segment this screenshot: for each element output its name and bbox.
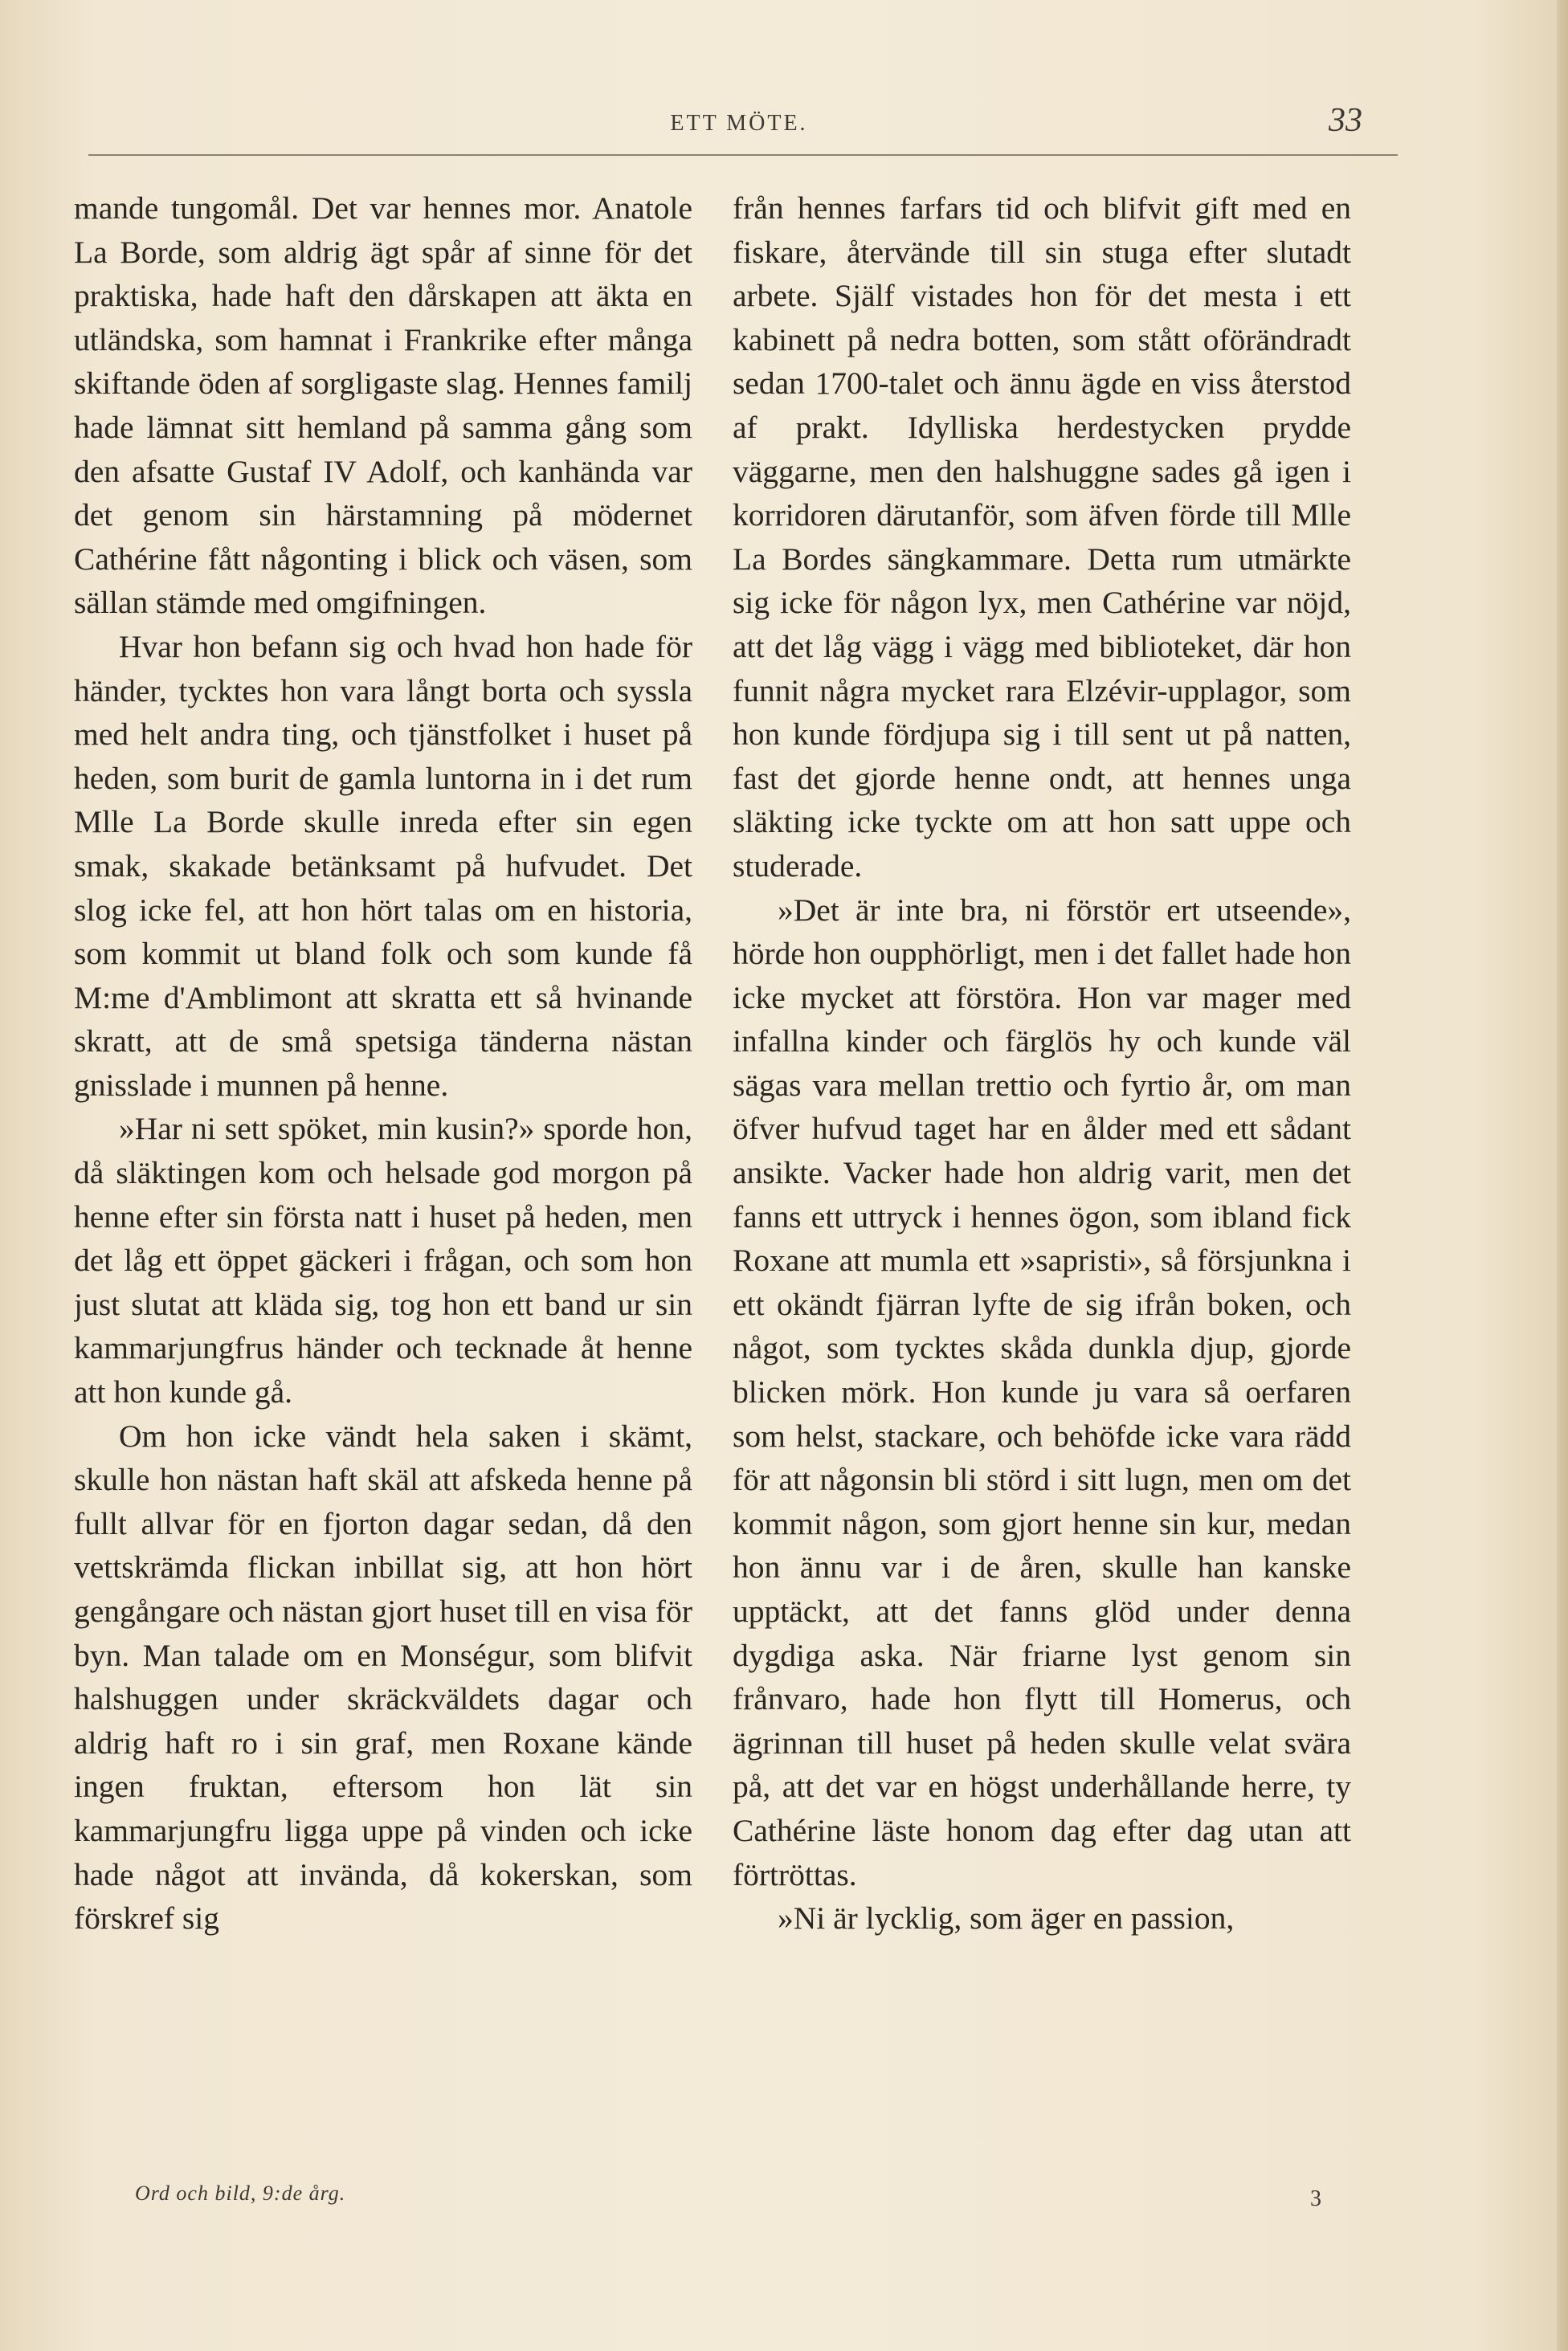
- page-edge: [1557, 0, 1568, 2351]
- header-rule: [88, 154, 1398, 156]
- paragraph: mande tungomål. Det var hennes mor. Anatole La Borde, som aldrig ägt spår af sinne för det praktiska, hade haft den dårskapen att äkta en utländska, som hamnat i Frankrike efter många skiftande öden af sorgligaste slag. Hennes familj hade lämnat sitt hemland på samma gång som den afsatte Gustaf IV Adolf, och kanhända var det genom sin härstamning på mödernet Cathérine fått någonting i blick och väsen, som sällan stämde med omgifningen.: [74, 190, 692, 621]
- paragraph: Om hon icke vändt hela saken i skämt, skulle hon nästan haft skäl att afskeda henne på fullt allvar för en fjorton dagar sedan, då den vettskrämda flickan inbillat sig, att hon hört gengångare och nästan gjort huset till en visa för byn. Man talade om en Monségur, som blifvit halshuggen under skräckväldets dagar och aldrig haft ro i sin graf, men Roxane kände ingen fruktan, eftersom hon lät sin kammarjungfru ligga uppe på vinden och icke hade något att invända, då kokerskan, som förskref sig: [74, 1418, 692, 1937]
- paragraph: »Ni är lycklig, som äger en passion,: [778, 1900, 1235, 1937]
- paragraph: »Har ni sett spöket, min kusin?» sporde hon, då släktingen kom och helsade god morgon på henne efter sin första natt i huset på heden, men det låg ett öppet gäckeri i frågan, och som hon just slutat att kläda sig, tog hon ett band ur sin kammarjungfrus händer och tecknade åt henne att hon kunde gå.: [74, 1111, 692, 1410]
- paragraph: »Det är inte bra, ni förstör ert utseende», hörde hon oupphörligt, men i det fallet hade hon icke mycket att förstöra. Hon var mager med infallna kinder och färglös hy och kunde väl sägas vara mellan trettio och fyrtio år, om man öfver hufvud taget har en ålder med ett sådant ansikte. Vacker hade hon aldrig varit, men det fanns ett uttryck i hennes ögon, som ibland fick Roxane att mumla ett »sapristi», så försjunkna i ett okändt fjärran lyfte de sig ifrån boken, och något, som tycktes skåda dunkla djup, gjorde blicken mörk. Hon kunde ju vara så oerfaren som helst, stackare, och behöfde icke vara rädd för att någonsin bli störd i sitt lugn, men om det kommit någon, som gjort henne sin kur, medan hon ännu var i de åren, skulle han kanske upptäckt, att det fanns glöd under denna dygdiga aska. När friarne lyst genom sin frånvaro, hade hon flytt till Homerus, och ägrinnan till huset på heden skulle velat svära på, att det var en högst underhållande herre, ty Cathérine läste honom dag efter dag utan att förtröttas.: [733, 892, 1351, 1892]
- paragraph: från hennes farfars tid och blifvit gift med en fiskare, återvände till sin stuga efter slutadt arbete. Själf vistades hon för det mesta i ett kabinett på nedra botten, som stått oförändradt sedan 1700-talet och ännu ägde en viss återstod af prakt. Idylliska herdestycken prydde väggarne, men den halshuggne sades gå igen i korridoren därutanför, som äfven förde till Mlle La Bordes sängkammare. Detta rum utmärkte sig icke för någon lyx, men Cathérine var nöjd, att det låg vägg i vägg med biblioteket, där hon funnit några mycket rara Elzévir-upplagor, som hon kunde fördjupa sig i till sent ut på natten, fast det gjorde henne ondt, att hennes unga släkting icke tyckte om att hon satt uppe och studerade.: [733, 190, 1351, 884]
- running-title: ETT MÖTE.: [670, 111, 808, 136]
- page-number: 33: [1329, 102, 1362, 139]
- paragraph: Hvar hon befann sig och hvad hon hade för händer, tycktes hon vara långt borta och syssla med helt andra ting, och tjänstfolket i huset på heden, som burit de gamla luntorna in i det rum Mlle La Borde skulle inreda efter sin egen smak, skakade betänksamt på hufvudet. Det slog icke fel, att hon hört talas om en historia, som kommit ut bland folk och som kunde få M:me d'Amblimont att skratta ett så hvinande skratt, att de små spetsiga tänderna nästan gnisslade i munnen på henne.: [74, 628, 692, 1103]
- right-column: [733, 186, 1351, 2130]
- left-column: [74, 186, 692, 2130]
- footer-source: Ord och bild, 9:de årg.: [135, 2182, 346, 2205]
- signature-mark: 3: [1310, 2186, 1321, 2211]
